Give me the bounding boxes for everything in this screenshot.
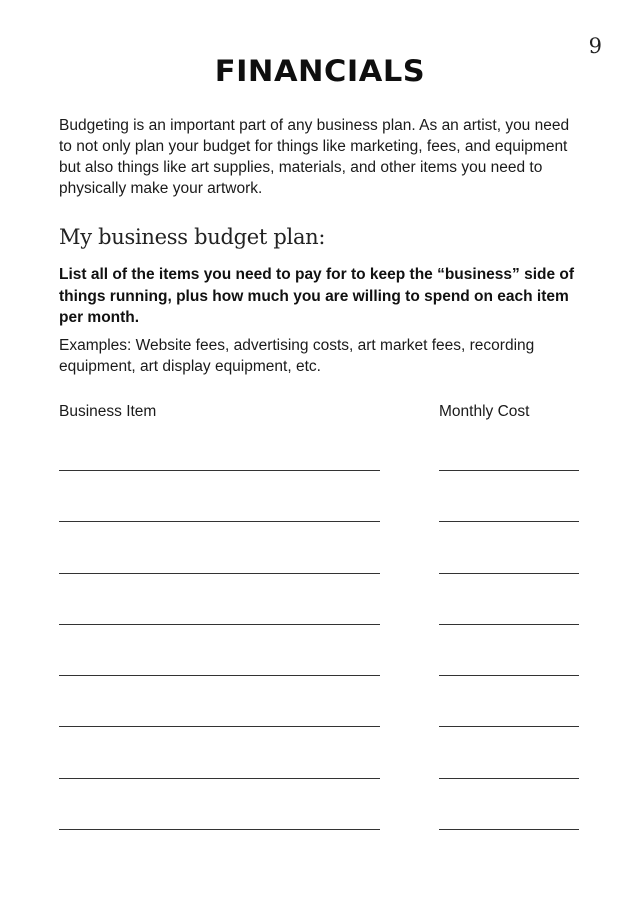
business-item-line[interactable] [59,470,380,471]
budget-subheading: My business budget plan: [59,225,326,249]
business-item-line[interactable] [59,726,380,727]
monthly-cost-line[interactable] [439,521,579,522]
budget-row [0,829,640,880]
monthly-cost-line[interactable] [439,624,579,625]
business-item-line[interactable] [59,829,380,830]
monthly-cost-line[interactable] [439,573,579,574]
budget-row [0,726,640,777]
monthly-cost-line[interactable] [439,470,579,471]
budget-row [0,675,640,726]
examples-paragraph: Examples: Website fees, advertising costs, art market fees, recording equipment, art display equipment, etc. [59,337,535,375]
budget-row [0,624,640,675]
budget-row [0,778,640,829]
instructions-paragraph: List all of the items you need to pay for to keep the “business” side of things running, plus how much you are willing to spend on each item per month. [59,266,575,326]
budget-entry-lines [0,470,640,880]
column-header-business-item: Business Item [59,403,157,420]
column-header-monthly-cost: Monthly Cost [439,403,530,420]
page-number: 9 [588,34,602,58]
intro-paragraph: Budgeting is an important part of any business plan. As an artist, you need to not only plan your budget for things like marketing, fees, and equipment but also things like art supplies, materials, and other items you need to physically make your artwork. [59,117,570,197]
monthly-cost-line[interactable] [439,726,579,727]
page-title: FINANCIALS [214,54,426,88]
business-item-line[interactable] [59,624,380,625]
business-item-line[interactable] [59,573,380,574]
budget-row [0,470,640,521]
monthly-cost-line[interactable] [439,675,579,676]
business-item-line[interactable] [59,521,380,522]
budget-row [0,573,640,624]
business-item-line[interactable] [59,778,380,779]
monthly-cost-line[interactable] [439,829,579,830]
business-item-line[interactable] [59,675,380,676]
budget-row [0,521,640,572]
monthly-cost-line[interactable] [439,778,579,779]
